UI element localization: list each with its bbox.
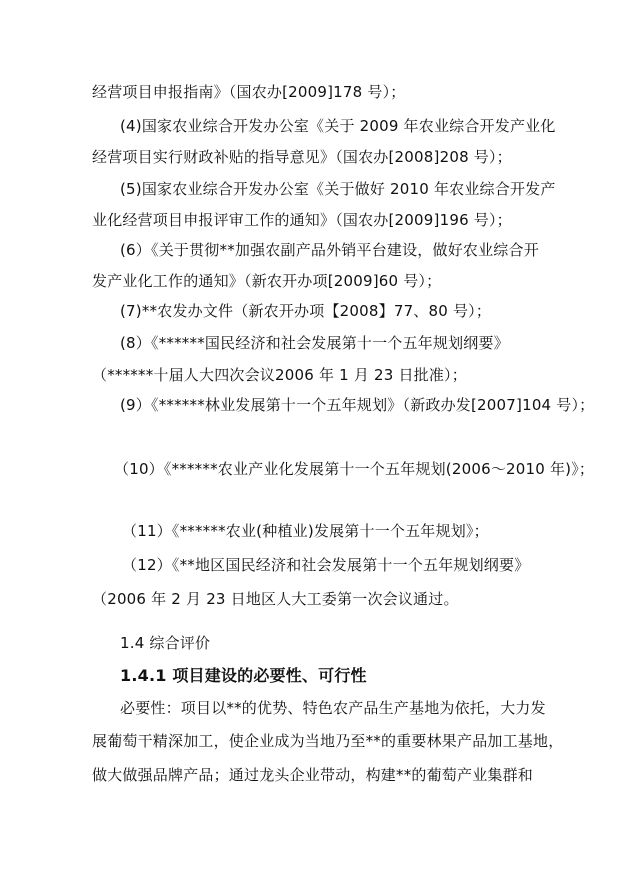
text-line: （2006 年 2 月 23 日地区人大工委第一次会议通过。 bbox=[92, 590, 459, 608]
text-line: 做大做强品牌产品；通过龙头企业带动，构建**的葡萄产业集群和 bbox=[92, 766, 534, 784]
text-line: 展葡萄干精深加工，使企业成为当地乃至**的重要林果产品加工基地， bbox=[92, 732, 564, 750]
text-line: (4)国家农业综合开发办公室《关于 2009 年农业综合开发产业化 bbox=[120, 117, 556, 135]
text-line: （******十届人大四次会议2006 年 1 月 23 日批准）； bbox=[92, 366, 467, 384]
text-line: 经营项目实行财政补贴的指导意见》（国农办[2008]208 号）； bbox=[92, 148, 512, 166]
section-heading: 1.4 综合评价 bbox=[120, 634, 211, 652]
text-line: (7)**农发办文件（新农开办项【2008】77、80 号）； bbox=[120, 302, 492, 320]
text-line: (6）《关于贯彻**加强农副产品外销平台建设，做好农业综合开 bbox=[120, 241, 539, 259]
text-line: (8）《******国民经济和社会发展第十一个五年规划纲要》 bbox=[120, 334, 509, 352]
text-line: (9）《******林业发展第十一个五年规划》（新政办发[2007]104 号）； bbox=[120, 396, 595, 414]
text-line: （11）《******农业(种植业)发展第十一个五年规划》； bbox=[122, 522, 489, 540]
text-line: （10）《******农业产业化发展第十一个五年规划(2006～2010 年)》； bbox=[114, 460, 595, 478]
text-line: (5)国家农业综合开发办公室《关于做好 2010 年农业综合开发产 bbox=[120, 180, 556, 198]
text-line: 发产业化工作的通知》（新农开办项[2009]60 号）； bbox=[92, 272, 442, 290]
text-line: 必要性：项目以**的优势、特色农产品生产基地为依托，大力发 bbox=[120, 699, 546, 717]
subsection-heading: 1.4.1 项目建设的必要性、可行性 bbox=[120, 666, 367, 685]
text-line: （12）《**地区国民经济和社会发展第十一个五年规划纲要》 bbox=[122, 556, 530, 574]
text-line: 经营项目申报指南》（国农办[2009]178 号）； bbox=[92, 83, 406, 101]
text-line: 业化经营项目申报评审工作的通知》（国农办[2009]196 号）； bbox=[92, 211, 512, 229]
